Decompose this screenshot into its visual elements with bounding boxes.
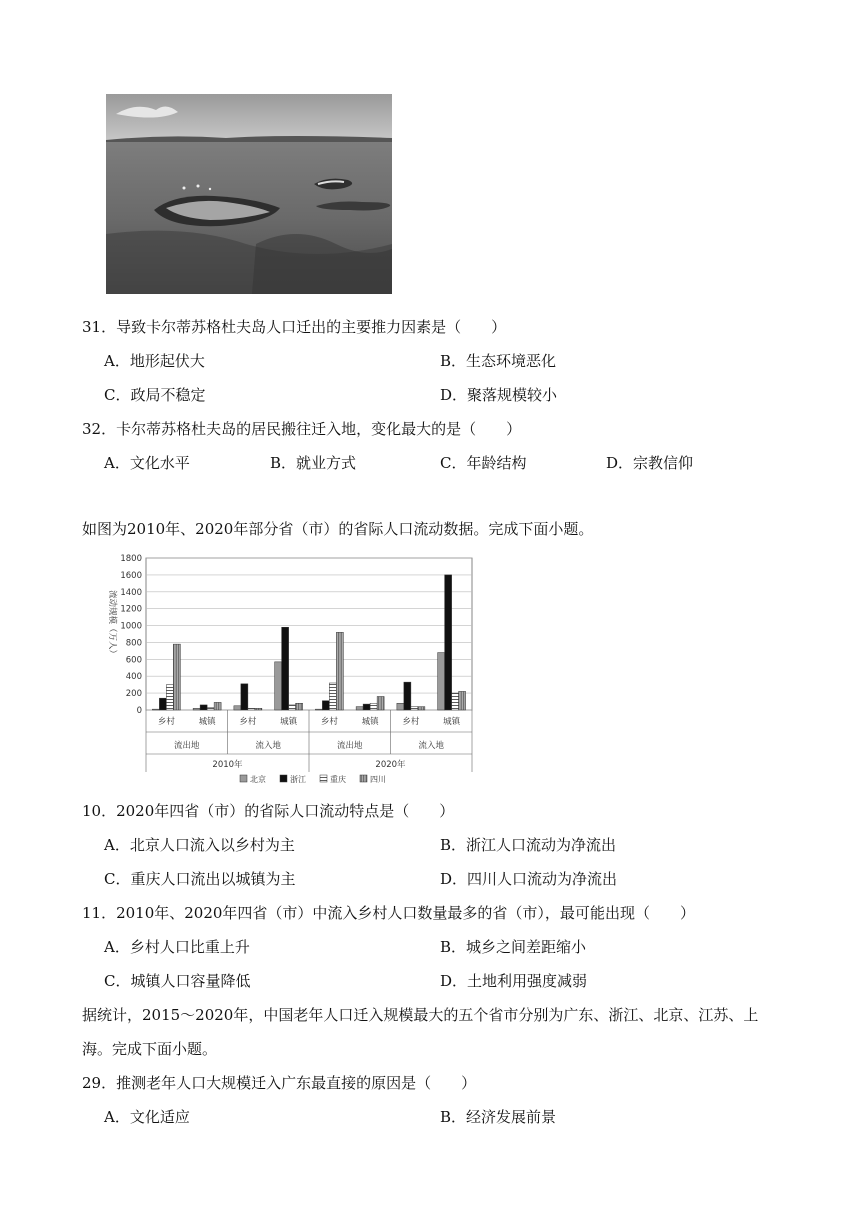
bar-四川 [418,707,425,710]
bar-浙江 [200,705,207,710]
q11-option-c[interactable]: C．城镇人口容量降低 [104,972,251,990]
bar-重庆 [166,685,173,710]
x-category-label: 乡村 [239,717,257,727]
bar-浙江 [363,704,370,710]
question-31-stem: 31．导致卡尔蒂苏格杜夫岛人口迁出的主要推力因素是（ ） [82,318,507,336]
bar-北京 [193,708,200,710]
legend-swatch-浙江 [280,775,287,782]
legend-label: 重庆 [330,775,346,784]
y-axis-label: 流动规模（万人） [107,589,117,659]
bar-浙江 [445,575,452,710]
q11-option-d[interactable]: D．土地利用强度减弱 [440,972,588,990]
bar-浙江 [159,698,166,710]
legend-swatch-重庆 [320,775,327,782]
bar-重庆 [289,705,296,710]
q31-option-c[interactable]: C．政局不稳定 [104,386,206,404]
bar-北京 [152,709,159,710]
q32-option-a[interactable]: A．文化水平 [104,454,190,472]
y-tick-label: 400 [125,672,142,683]
x-group-label: 流出地 [173,741,200,751]
q32-option-c[interactable]: C．年龄结构 [440,454,527,472]
q31-option-d[interactable]: D．聚落规模较小 [440,386,558,404]
x-category-label: 乡村 [402,717,420,727]
y-tick-label: 1400 [120,587,142,598]
x-year-label: 2010年 [212,760,243,770]
bar-浙江 [241,684,248,710]
y-tick-label: 800 [125,638,142,649]
bar-北京 [438,653,445,710]
bar-浙江 [404,682,411,710]
question-10-stem: 10．2020年四省（市）的省际人口流动特点是（ ） [82,802,455,820]
question-11-stem: 11．2010年、2020年四省（市）中流入乡村人口数量最多的省（市），最可能出现（ ） [82,904,695,922]
question-32-stem: 32．卡尔蒂苏格杜夫岛的居民搬往迁入地，变化最大的是（ ） [82,420,522,438]
bar-四川 [459,691,466,710]
y-tick-label: 1800 [120,554,142,564]
bar-四川 [173,644,180,710]
q11-option-b[interactable]: B．城乡之间差距缩小 [440,938,587,956]
y-tick-label: 1000 [120,621,142,632]
q29-option-b[interactable]: B．经济发展前景 [440,1108,557,1126]
bar-北京 [397,703,404,710]
q11-option-a[interactable]: A．乡村人口比重上升 [104,938,250,956]
y-tick-label: 200 [125,689,142,700]
x-group-label: 流出地 [336,741,363,751]
bar-四川 [377,696,384,710]
bar-重庆 [329,683,336,710]
population-flow-chart [100,548,480,788]
bar-北京 [356,707,363,710]
bar-四川 [255,708,262,710]
bar-北京 [315,709,322,710]
y-tick-label: 600 [125,655,142,666]
bar-四川 [296,703,303,710]
island-photo [106,94,392,294]
x-group-label: 流入地 [255,741,282,751]
x-group-label: 流入地 [418,741,445,751]
legend-label: 北京 [250,775,266,784]
q10-option-c[interactable]: C．重庆人口流出以城镇为主 [104,870,296,888]
q31-option-a[interactable]: A．地形起伏大 [104,352,205,370]
q32-option-d[interactable]: D．宗教信仰 [606,454,694,472]
bar-四川 [214,702,221,710]
q32-option-b[interactable]: B．就业方式 [270,454,357,472]
q10-option-d[interactable]: D．四川人口流动为净流出 [440,870,618,888]
y-tick-label: 1200 [120,604,142,615]
q31-option-b[interactable]: B．生态环境恶化 [440,352,557,370]
elderly-intro-line2: 海。完成下面小题。 [82,1040,218,1058]
q10-option-b[interactable]: B．浙江人口流动为净流出 [440,836,617,854]
bar-北京 [234,706,241,710]
x-category-label: 城镇 [361,717,379,727]
y-tick-label: 1600 [120,570,142,581]
legend-swatch-北京 [240,775,247,782]
x-year-label: 2020年 [375,760,406,770]
bar-四川 [336,632,343,710]
question-29-stem: 29．推测老年人口大规模迁入广东最直接的原因是（ ） [82,1074,477,1092]
bar-重庆 [248,708,255,710]
x-category-label: 城镇 [198,717,216,727]
bar-重庆 [411,707,418,710]
legend-label: 四川 [370,775,386,784]
legend-swatch-四川 [360,775,367,782]
legend-label: 浙江 [290,775,306,784]
x-category-label: 乡村 [320,717,338,727]
q29-option-a[interactable]: A．文化适应 [104,1108,190,1126]
bar-重庆 [452,693,459,710]
bar-浙江 [322,701,329,710]
bar-浙江 [282,627,289,710]
bar-北京 [275,662,282,710]
bar-重庆 [207,707,214,710]
q10-option-a[interactable]: A．北京人口流入以乡村为主 [104,836,295,854]
chart-intro-text: 如图为2010年、2020年部分省（市）的省际人口流动数据。完成下面小题。 [82,520,594,538]
plot-area [146,558,472,710]
x-category-label: 乡村 [157,717,175,727]
y-tick-label: 0 [136,706,142,716]
x-category-label: 城镇 [443,717,461,727]
x-category-label: 城镇 [280,717,298,727]
bar-重庆 [370,703,377,710]
elderly-intro-line1: 据统计，2015～2020年，中国老年人口迁入规模最大的五个省市分别为广东、浙江、北京、江苏、上 [82,1006,759,1024]
